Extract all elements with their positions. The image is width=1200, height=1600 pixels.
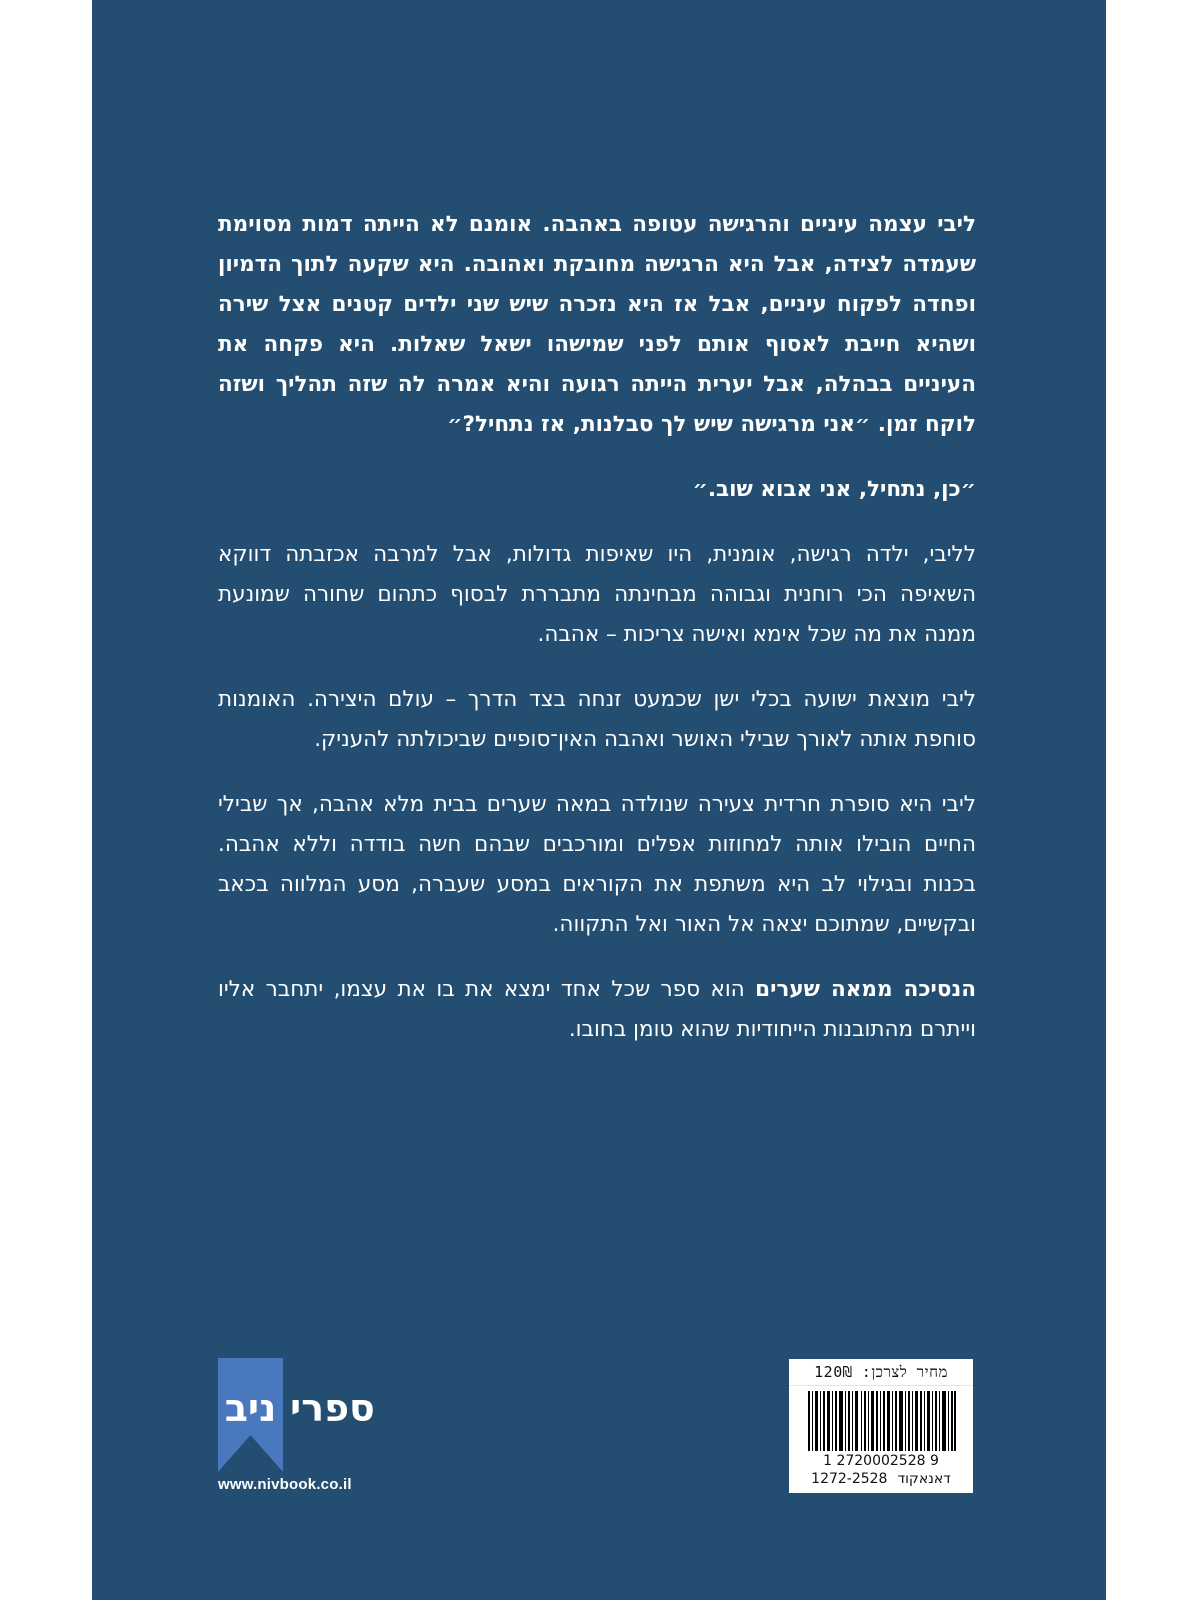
divider [789, 1385, 973, 1386]
blurb-paragraph-1: ליבי עצמה עיניים והרגישה עטופה באהבה. אומנם לא הייתה דמות מסוימת שעמדה לצידה, אבל היא הרגישה מחובקת ואהובה. היא שקעה לתוך הדמיון ופחדה לפקוח עיניים, אבל אז היא נזכרה שיש שני ילדים קטנים אצל שירה ושהיא חייבת לאסוף אותם לפני שמישהו ישאל שאלות. היא פקחה את העיניים בבהלה, אבל יערית הייתה רגועה והיא אמרה לה שזה תהליך ושזה לוקח זמן. ״אני מרגישה שיש לך סבלנות, אז נתחיל?״ [218, 212, 976, 437]
danacode-value: 1272-2528 [811, 1471, 888, 1487]
barcode-icon [808, 1391, 956, 1451]
book-title-inline: הנסיכה ממאה שערים [755, 977, 976, 1002]
danacode [789, 1470, 973, 1488]
danacode-label: דאנאקוד [897, 1471, 951, 1487]
blurb-paragraph-3: לליבי, ילדה רגישה, אומנית, היו שאיפות גדולות, אבל למרבה אכזבתה דווקא השאיפה הכי רוחנית וגבוהה מבחינתה מתבררת לבסוף כתהום שחורה שמונעת ממנה את מה שכל אימא ואישה צריכות – אהבה. [218, 542, 976, 647]
publisher-logo [218, 1358, 378, 1498]
blurb-paragraph-6 [218, 970, 976, 1050]
publisher-url[interactable]: www.nivbook.co.il [218, 1476, 352, 1493]
blurb-paragraph-6-text: הוא ספר שכל אחד ימצא את בו את עצמו, יתחבר אליו וייתרם מהתובנות הייחודיות שהוא טומן בחובו. [218, 977, 976, 1042]
blurb-paragraph-2: ״כן, נתחיל, אני אבוא שוב.״ [692, 477, 976, 502]
blurb-paragraph-5: ליבי היא סופרת חרדית צעירה שנולדה במאה שערים בבית מלא אהבה, אך שבילי החיים הובילו אותה למחוזות אפלים ומורכבים שבהם חשה בודדה וללא אהבה. בכנות ובגילוי לב היא משתפת את הקוראים במסע שעברה, מסע המלווה בכאב ובקשיים, שמתוכם יצאה אל האור ואל התקווה. [218, 792, 976, 937]
logo-word-sifrei: ספרי [290, 1386, 375, 1430]
blurb-paragraph-4: ליבי מוצאת ישועה בכלי ישן שכמעט זנחה בצד הדרך – עולם היצירה. האומנות סוחפת אותה לאורך שבילי האושר ואהבה האין־סופיים שביכולתה להעניק. [218, 687, 976, 752]
barcode-number: 1 2720002528 9 [823, 1453, 939, 1469]
barcode-label [789, 1359, 973, 1493]
price-label: מחיר לצרכן: 120₪ [814, 1363, 948, 1381]
back-cover-blurb [218, 205, 976, 1075]
logo-word-niv: ניב [224, 1386, 277, 1430]
